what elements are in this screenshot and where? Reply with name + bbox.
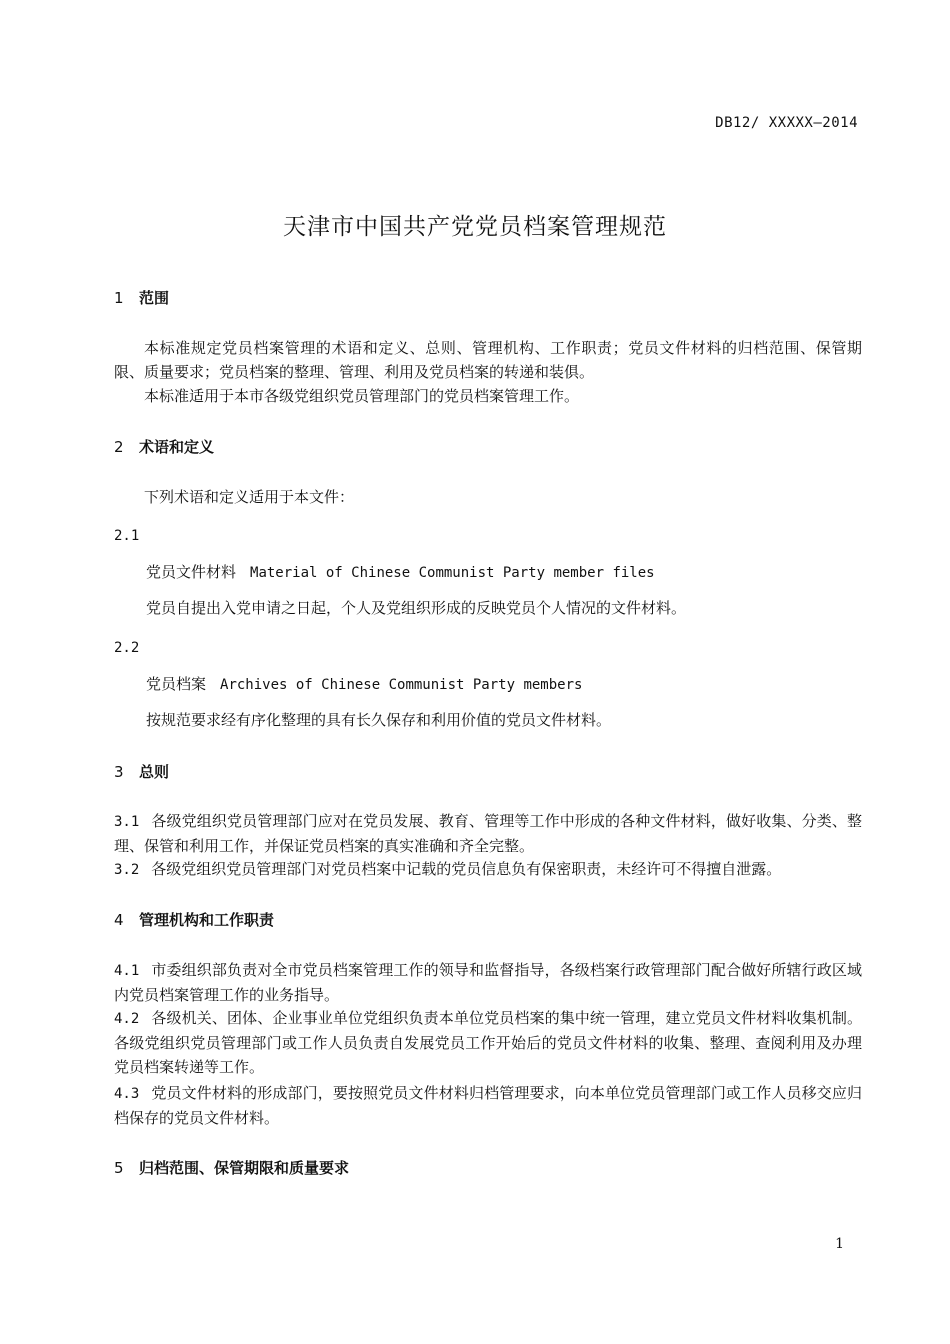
term-2-2-number: 2.2: [114, 640, 140, 656]
section-title: 总则: [139, 763, 170, 781]
section-title: 归档范围、保管期限和质量要求: [139, 1159, 350, 1177]
section-2-intro: 下列术语和定义适用于本文件：: [144, 488, 355, 506]
section-5-heading: [114, 1158, 862, 1178]
section-title: 范围: [139, 289, 170, 307]
clause-3-2: [114, 857, 862, 882]
section-1-paragraph-2: 本标准适用于本市各级党组织党员管理部门的党员档案管理工作。: [144, 387, 580, 405]
clause-text: 各级党组织党员管理部门应对在党员发展、教育、管理等工作中形成的各种文件材料，做好收集、分类、整理、保管和利用工作，并保证党员档案的真实准确和齐全完整。: [114, 812, 862, 855]
clause-text: 各级机关、团体、企业事业单位党组织负责本单位党员档案的集中统一管理，建立党员文件材料收集机制。各级党组织党员管理部门或工作人员负责自发展党员工作开始后的党员文件材料的收集、整理、查阅利用及办理党员档案转递等工作。: [114, 1009, 862, 1076]
clause-3-1: [114, 809, 862, 858]
clause-4-2: [114, 1006, 862, 1079]
term-2-2: [114, 674, 894, 695]
section-1-heading: [114, 288, 862, 308]
term-chinese: 党员档案: [146, 675, 207, 693]
section-number: 2: [114, 438, 124, 456]
section-number: 4: [114, 911, 124, 929]
term-chinese: 党员文件材料: [146, 563, 237, 581]
section-4-heading: [114, 910, 862, 930]
page-number: 1: [835, 1236, 844, 1252]
clause-4-3: [114, 1081, 862, 1130]
standard-code: DB12/ XXXXX—2014: [715, 115, 858, 131]
document-title: 天津市中国共产党党员档案管理规范: [283, 214, 667, 240]
section-number: 3: [114, 763, 124, 781]
clause-number: 4.2: [114, 1011, 140, 1027]
section-number: 5: [114, 1159, 124, 1177]
clause-text: 各级党组织党员管理部门对党员档案中记载的党员信息负有保密职责，未经许可不得擅自泄露。: [151, 860, 782, 878]
term-english: Material of Chinese Communist Party member files: [250, 565, 655, 581]
term-english: Archives of Chinese Communist Party members: [220, 677, 583, 693]
section-2-heading: [114, 437, 862, 457]
clause-number: 4.3: [114, 1086, 140, 1102]
clause-text: 党员文件材料的形成部门，要按照党员文件材料归档管理要求，向本单位党员管理部门或工作人员移交应归档保存的党员文件材料。: [114, 1084, 862, 1127]
section-title: 术语和定义: [139, 438, 215, 456]
clause-text: 市委组织部负责对全市党员档案管理工作的领导和监督指导，各级档案行政管理部门配合做好所辖行政区域内党员档案管理工作的业务指导。: [114, 961, 862, 1004]
clause-number: 3.1: [114, 814, 140, 830]
section-3-heading: [114, 762, 862, 782]
clause-number: 4.1: [114, 963, 140, 979]
term-2-1-number: 2.1: [114, 528, 140, 544]
clause-4-1: [114, 958, 862, 1007]
section-title: 管理机构和工作职责: [139, 911, 275, 929]
term-2-1: [114, 562, 894, 583]
section-1-paragraph-1: 本标准规定党员档案管理的术语和定义、总则、管理机构、工作职责；党员文件材料的归档范围、保管期限、质量要求；党员档案的整理、管理、利用及党员档案的转递和装俱。: [114, 339, 862, 381]
term-2-1-definition: 党员自提出入党申请之日起，个人及党组织形成的反映党员个人情况的文件材料。: [146, 599, 687, 617]
section-number: 1: [114, 289, 124, 307]
clause-number: 3.2: [114, 862, 140, 878]
term-2-2-definition: 按规范要求经有序化整理的具有长久保存和利用价值的党员文件材料。: [146, 711, 612, 729]
